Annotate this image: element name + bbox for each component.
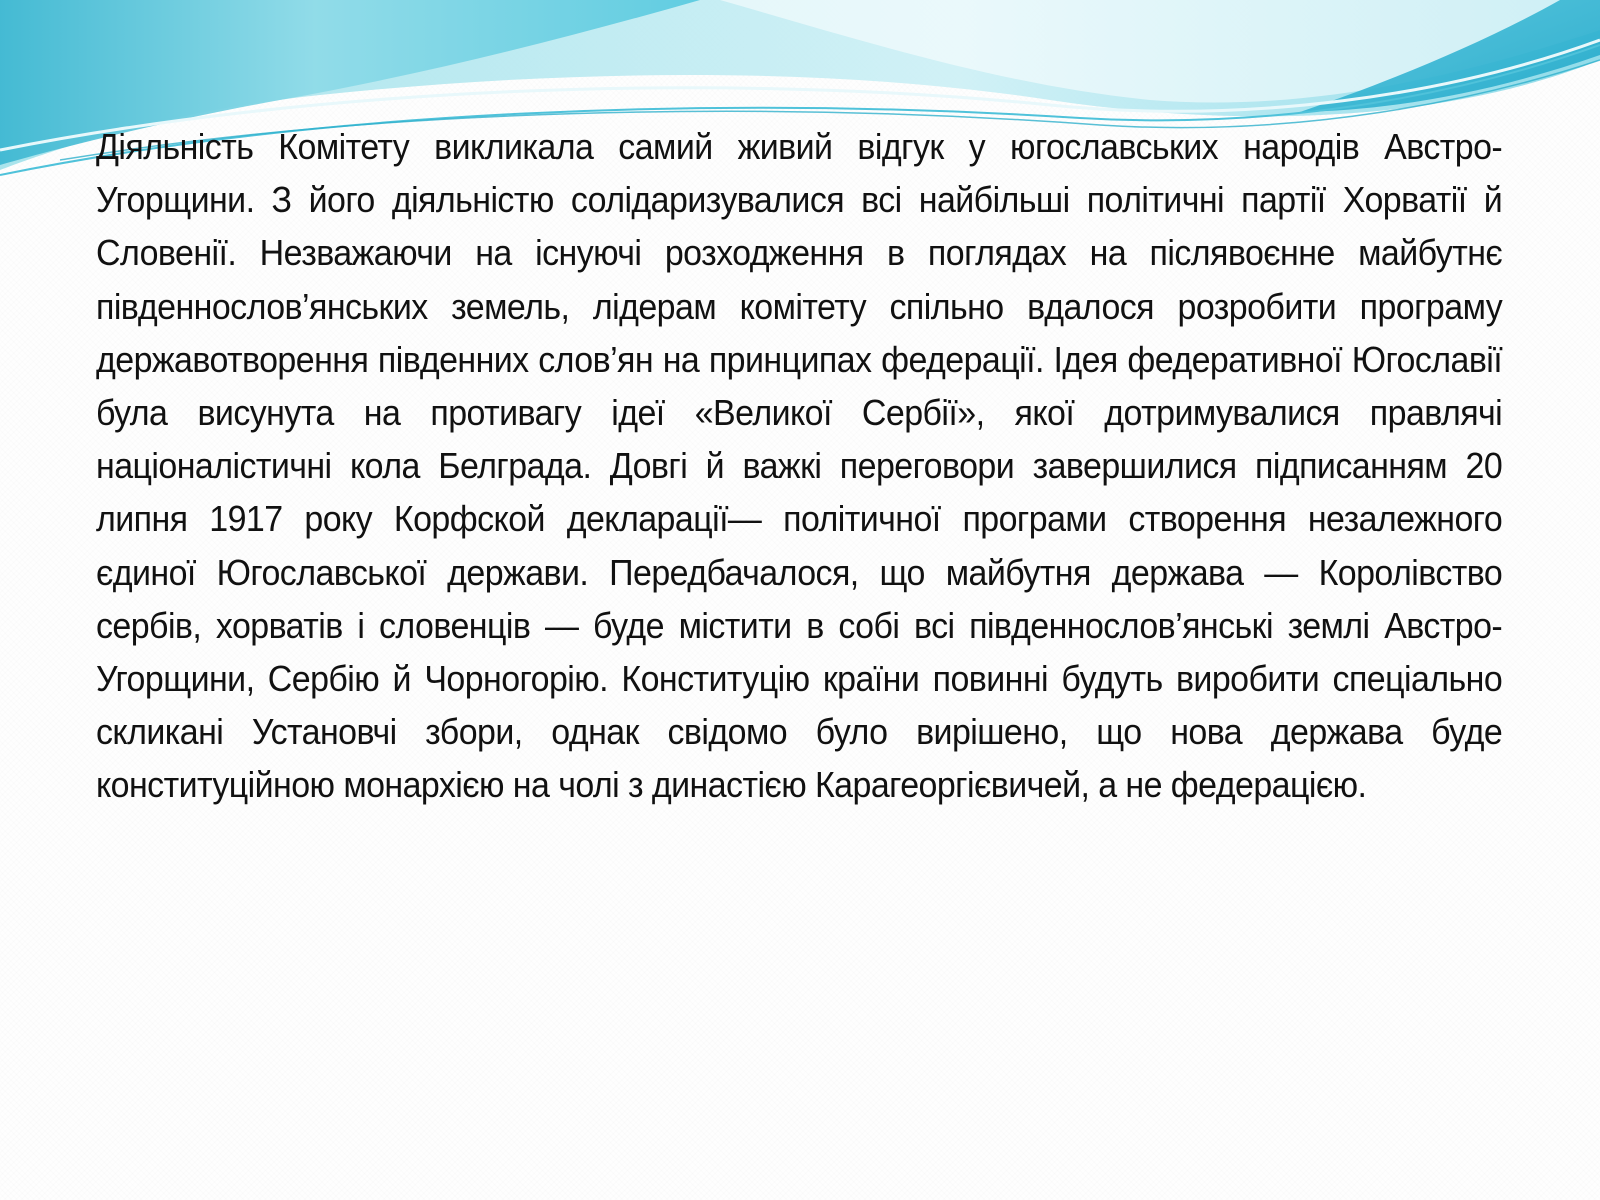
slide-body-text: Діяльність Комітету викликала самий живий відгук у югославських народів Австро-Угорщини. З його діяльністю солідаризувалися всі найбільші політичні партії Хорватії й Словенії. Незважаючи на існуючі розходження в поглядах на післявоєнне майбутнє південнослов’янських земель, лідерам комітету спільно вдалося розробити програму державотворення південних слов’ян на принципах федерації. Ідея федеративної Югославії була висунута на противагу ідеї «Великої Сербії», якої дотримувалися правлячі націоналістичні кола Белграда. Довгі й важкі переговори завершилися підписанням 20 липня 1917 року Корфской декларації— політичної програми створення незалежного єдиної Югославської держави. Передбачалося, що майбутня держава — Королівство сербів, хорватів і словенців — буде містити в собі всі південнослов’янські землі Австро-Угорщини, Сербію й Чорногорію. Конституцію країни повинні будуть виробити спеціально скликані Установчі збори, однак свідомо було вирішено, що нова держава буде конституційною монархією на чолі з династією Карагеоргієвичей, а не федерацією. <box>96 126 1503 806</box>
